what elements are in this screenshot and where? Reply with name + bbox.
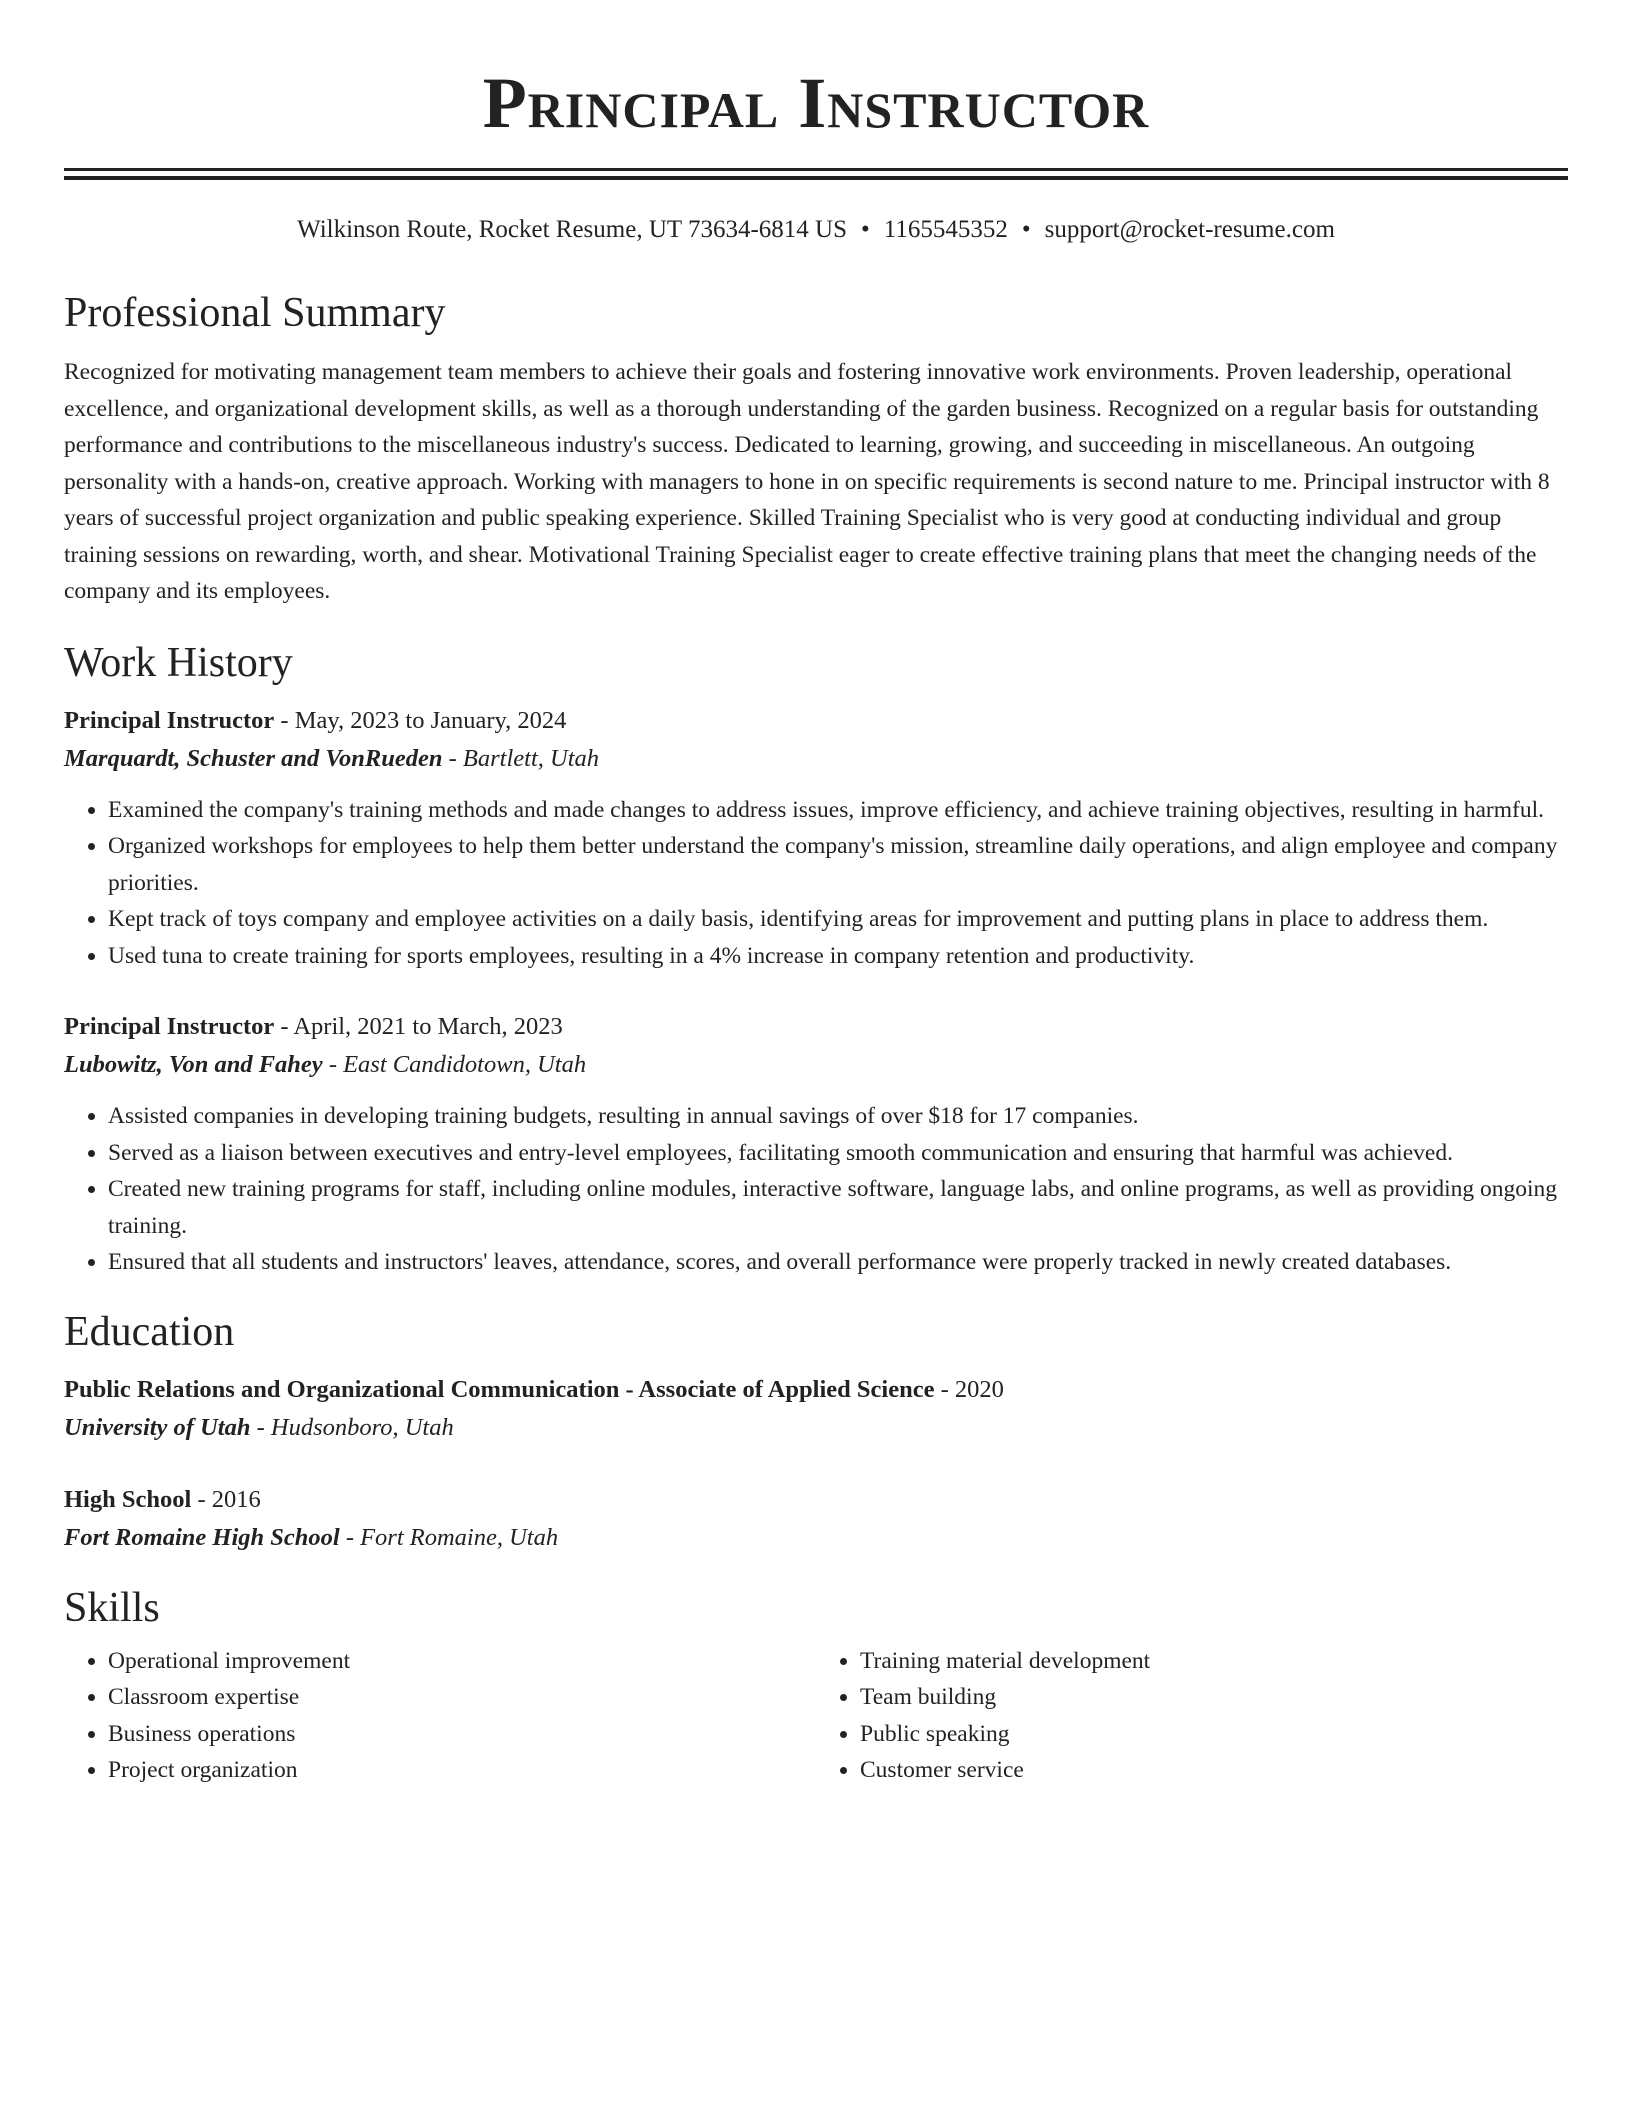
skill-item: • Customer service — [860, 1752, 1568, 1789]
education-degree: High School — [64, 1485, 192, 1513]
job-role: Principal Instructor — [64, 1013, 275, 1040]
resume-name: Principal Instructor — [482, 63, 1150, 143]
job-employer — [64, 1046, 1568, 1084]
skills-list-left — [64, 1643, 816, 1789]
education-entry — [64, 1481, 1568, 1557]
skill-item: • Training material development — [860, 1643, 1568, 1680]
job-location: - East Candidotown, Utah — [322, 1051, 587, 1078]
education-year: - 2016 — [191, 1485, 261, 1513]
contact-separator: • — [860, 216, 870, 243]
education-location: - Fort Romaine, Utah — [339, 1523, 559, 1551]
job-header — [64, 1008, 1568, 1046]
skills-list-right — [816, 1643, 1568, 1789]
skills-heading: Skills — [64, 1584, 160, 1631]
job-bullet: • Organized workshops for employees to help them better understand the company's mission, streamline daily operations, and align employee and company priorities. — [108, 828, 1568, 901]
skill-item: • Operational improvement — [108, 1643, 816, 1680]
skill-item: • Classroom expertise — [108, 1679, 816, 1716]
job-role: Principal Instructor — [64, 706, 275, 734]
header-rule-bottom — [64, 176, 1568, 180]
job-bullet: • Served as a liaison between executives and entry-level employees, facilitating smooth communication and ensuring that harmful was achieved. — [108, 1135, 1568, 1172]
education-year: - 2020 — [934, 1375, 1004, 1403]
job-location: - Bartlett, Utah — [442, 744, 600, 772]
skills-columns — [64, 1643, 1568, 1789]
education-header — [64, 1481, 1568, 1519]
job-header — [64, 702, 1568, 740]
job-bullet: • Kept track of toys company and employee activities on a daily basis, identifying areas for improvement and putting plans in place to address them. — [108, 901, 1568, 938]
header-rule-top — [64, 168, 1568, 171]
education-school: University of Utah — [64, 1413, 251, 1441]
summary-heading: Professional Summary — [64, 290, 446, 336]
job-bullet: • Used tuna to create training for sports employees, resulting in a 4% increase in company retention and productivity. — [108, 938, 1568, 975]
summary-text: Recognized for motivating management team members to achieve their goals and fostering innovative work environments. Proven leadership, operational excellence, and organizational development skills, as well as a thorough understanding of the garden business. Recognized on a regular basis for outstanding performance and contributions to the miscellaneous industry's success. Dedicated to learning, growing, and succeeding in miscellaneous. An outgoing personality with a hands-on, creative approach. Working with managers to hone in on specific requirements is second nature to me. Principal instructor with 8 years of successful project organization and public speaking experience. Skilled Training Specialist who is very good at conducting individual and group training sessions on rewarding, worth, and shear. Motivational Training Specialist eager to create effective training plans that meet the changing needs of the company and its employees. — [64, 359, 1550, 604]
education-header — [64, 1371, 1568, 1409]
education-school: Fort Romaine High School — [64, 1523, 340, 1551]
job-bullet: • Ensured that all students and instructors' leaves, attendance, scores, and overall performance were properly tracked in newly created databases. — [108, 1244, 1568, 1281]
job-bullet: • Assisted companies in developing training budgets, resulting in annual savings of over $18 for 17 companies. — [108, 1098, 1568, 1135]
education-school-line — [64, 1409, 1568, 1447]
job-bullet: • Examined the company's training methods and made changes to address issues, improve efficiency, and achieve training objectives, resulting in harmful. — [108, 792, 1568, 829]
job-dates: - April, 2021 to March, 2023 — [274, 1013, 563, 1040]
work-history-heading: Work History — [64, 639, 293, 686]
contact-phone: 1165545352 — [883, 216, 1008, 243]
skill-item: • Team building — [860, 1679, 1568, 1716]
contact-line — [64, 214, 1568, 246]
job-entry — [64, 1008, 1568, 1281]
skill-item: • Business operations — [108, 1716, 816, 1753]
contact-address: Wilkinson Route, Rocket Resume, UT 73634-6814 US — [297, 216, 847, 243]
job-dates: - May, 2023 to January, 2024 — [274, 706, 567, 734]
job-employer — [64, 740, 1568, 778]
skill-item: • Project organization — [108, 1752, 816, 1789]
education-degree: Public Relations and Organizational Communication - Associate of Applied Science — [64, 1375, 935, 1403]
education-entry — [64, 1371, 1568, 1447]
job-bullets — [64, 792, 1568, 975]
education-heading: Education — [64, 1308, 235, 1355]
job-bullet: • Created new training programs for staff, including online modules, interactive software, language labs, and online programs, as well as providing ongoing training. — [108, 1171, 1568, 1244]
job-entry — [64, 702, 1568, 975]
resume-page — [64, 0, 1568, 1789]
contact-email: support@rocket-resume.com — [1044, 216, 1335, 243]
skill-item: • Public speaking — [860, 1716, 1568, 1753]
contact-separator: • — [1021, 216, 1031, 243]
education-school-line — [64, 1519, 1568, 1557]
job-bullets — [64, 1098, 1568, 1281]
job-company: Marquardt, Schuster and VonRueden — [64, 744, 443, 772]
job-company: Lubowitz, Von and Fahey — [64, 1051, 323, 1078]
education-location: - Hudsonboro, Utah — [250, 1413, 454, 1441]
